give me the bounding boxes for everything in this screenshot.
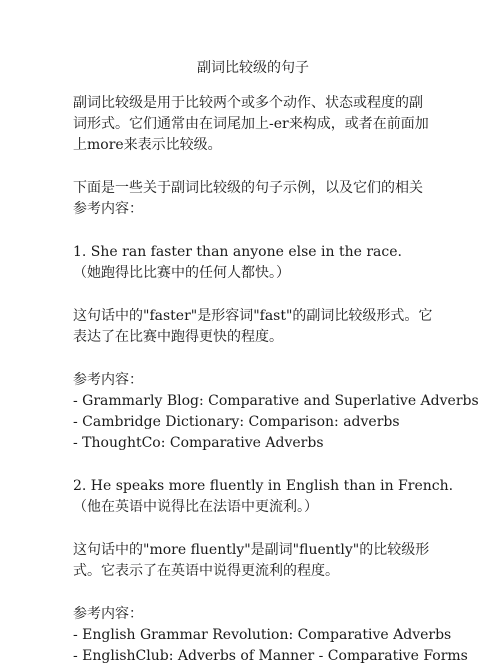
- example-2: [73, 476, 468, 667]
- reference-item: - EnglishClub: Adverbs of Manner - Comparative Forms: [73, 648, 468, 664]
- example-explanation: 这句话中的"faster"是形容词"fast"的副词比较级形式。它表达了在比赛中跑得更快的程度。: [73, 308, 433, 345]
- reference-item: - Cambridge Dictionary: Comparison: adverbs: [73, 414, 400, 430]
- spacer: [73, 348, 433, 370]
- reference-label: 参考内容：: [73, 372, 143, 388]
- reference-item: - Grammarly Blog: Comparative and Superlative Adverbs: [73, 393, 479, 409]
- document-title: 副词比较级的句子: [197, 60, 309, 76]
- spacer: [73, 454, 433, 476]
- example-sentence: 1. She ran faster than anyone else in the race.: [73, 244, 402, 260]
- reference-label: 参考内容：: [73, 606, 143, 622]
- example-translation: （她跑得比比赛中的任何人都快。）: [73, 265, 290, 281]
- example-explanation: 这句话中的"more fluently"是副词"fluently"的比较级形式。它表示了在英语中说得更流利的程度。: [73, 542, 430, 579]
- spacer: [73, 220, 433, 242]
- document-page: [73, 58, 479, 667]
- example-1: [73, 242, 479, 454]
- spacer: [73, 156, 433, 178]
- spacer: [73, 284, 433, 306]
- example-translation: （他在英语中说得比在法语中更流利。）: [73, 499, 318, 515]
- reference-item: - ThoughtCo: Comparative Adverbs: [73, 435, 324, 451]
- example-sentence: 2. He speaks more fluently in English than in French.: [73, 478, 454, 494]
- spacer: [73, 518, 433, 540]
- lead-paragraph: 下面是一些关于副词比较级的句子示例，以及它们的相关参考内容：: [73, 180, 423, 217]
- reference-item: - English Grammar Revolution: Comparative Adverbs: [73, 627, 452, 643]
- spacer: [73, 582, 433, 604]
- intro-paragraph: 副词比较级是用于比较两个或多个动作、状态或程度的副词形式。它们通常由在词尾加上-er来构成，或者在前面加上more来表示比较级。: [73, 95, 429, 153]
